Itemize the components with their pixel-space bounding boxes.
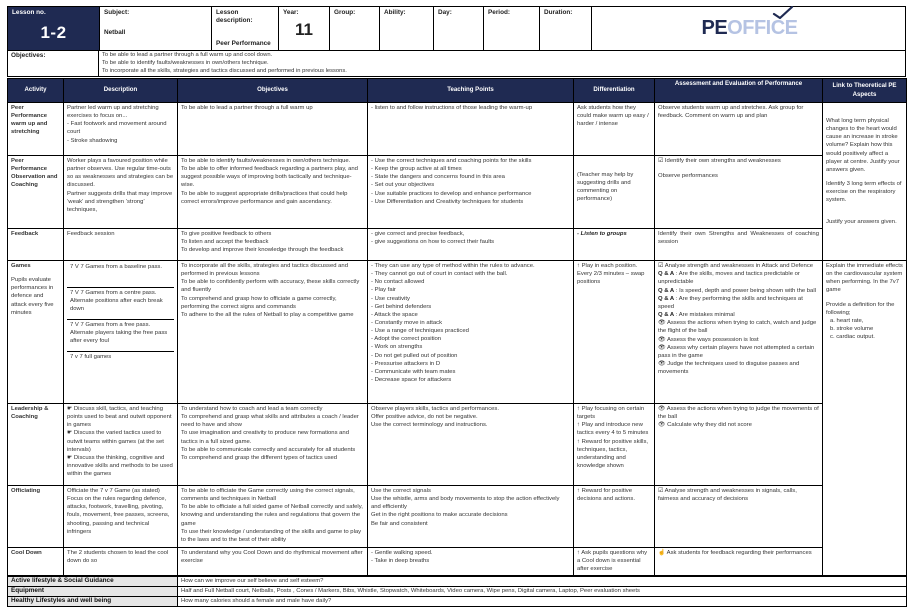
column-header-differentiation: Differentiation — [574, 79, 655, 103]
objectives-cell — [178, 548, 368, 576]
assessment-item: Observe students warm up and stretches. Ask group for feedback. Comment on warm up and plan — [658, 105, 804, 120]
teaching-point: Get in the right positions to make accurate decisions — [371, 512, 508, 519]
description-line: Partner led warm up and stretching exercises to focus on... — [67, 105, 159, 120]
objective-line: To comprehend and grasp what skills and attributes a coach / leader need to have and show — [181, 414, 359, 429]
year-value: 11 — [295, 20, 313, 40]
description-cell — [64, 548, 178, 576]
theory-question: Provide a definition for the following; — [826, 301, 895, 316]
description-block: 7 V 7 Games from a centre pass. Alternate positions after each break down — [67, 288, 174, 320]
definition-item: a. heart rate, — [830, 317, 864, 324]
duration-cell — [539, 7, 591, 50]
differentiation-cell — [574, 156, 655, 229]
teaching-point: - Pressurise attackers in D — [371, 360, 441, 367]
assessment-item — [658, 336, 819, 344]
teaching-point: - Use a range of techniques practiced — [371, 328, 469, 335]
description-line: The 2 students chosen to lead the cool down do so — [67, 550, 169, 565]
objectives-row — [7, 50, 906, 77]
assessment-text: Assess why certain players have not attempted a certain pass in the game — [658, 344, 815, 360]
ability-label: Ability: — [384, 9, 406, 16]
description-line: ☛ Discuss skill, tactics, and teaching points used to beat and outwit opponent in games — [67, 406, 172, 429]
description-cell — [64, 103, 178, 156]
lesson-description-label: Lesson description: — [216, 9, 253, 25]
table-row — [8, 261, 907, 404]
teaching-point: - Use creativity — [371, 295, 410, 302]
teaching-point: - Set out your objectives — [371, 182, 435, 189]
qa-prefix: Q & A — [658, 271, 675, 278]
assessment-text: : Are mistakes minimal — [674, 311, 735, 318]
subject-cell — [99, 7, 211, 50]
footer-value: How can we improve our self believe and self esteem? — [178, 577, 907, 587]
teaching-points-cell — [368, 156, 574, 229]
assessment-text: : Is speed, depth and power being shown with the ball — [674, 287, 816, 294]
differentiation-cell — [574, 103, 655, 156]
differentiation-line: ↑ Reward for positive decisions and actions. — [577, 488, 635, 503]
objective-line: To develop and improve their knowledge through the feedback — [181, 247, 344, 254]
period-cell — [483, 7, 539, 50]
objective-line: To be able to confidently perform with accuracy, these skills correctly and fluently — [181, 279, 360, 294]
differentiation-cell — [574, 486, 655, 548]
lesson-number-label: Lesson no. — [12, 9, 46, 16]
peoffice-logo — [591, 7, 907, 50]
assessment-cell — [655, 103, 823, 156]
teaching-point: - Get behind defenders — [371, 303, 432, 310]
logo-pe-text: PE — [701, 17, 728, 40]
table-row — [8, 404, 907, 486]
description-line: Officiate the 7 v 7 Game (as stated) Focus on the rules regarding defence, attacks, footwork, travelling, pivoting, fouls, movement, free passes, screens, shooting, passing and technical infringers — [67, 488, 170, 535]
column-header-activity: Activity — [8, 79, 64, 103]
day-cell — [433, 7, 483, 50]
activity-cell — [8, 156, 64, 229]
activity-title: Peer Performance warm up and stretching — [11, 105, 48, 136]
theory-question: Explain the immediate effects on the cardiovascular system when performing. In the 7v7 game — [826, 263, 903, 294]
assessment-item — [658, 311, 819, 319]
assessment-text: Analyse strength and weaknesses in Attack and Defence — [664, 263, 814, 269]
logo-office-text: OFFICE — [727, 17, 798, 40]
theory-question: Identify 3 long term effects of exercise on the respiratory system. — [826, 180, 902, 204]
teaching-point: - Use the correct techniques and coaching points for the skills — [371, 158, 532, 164]
objective-item: To be able to lead a partner through a full warm up and cool down. — [102, 52, 273, 58]
theory-question: What long term physical changes to the heart would cause an increase in stroke volume? Explain how this would positively affect a player at centre. Justify your answers given. — [826, 118, 900, 173]
teaching-points-cell — [368, 404, 574, 486]
checkbox-icon: ☑ — [658, 263, 664, 269]
teaching-point: - Decrease space for attackers — [371, 376, 452, 383]
objectives-cell — [178, 261, 368, 404]
teaching-point: - Play fair — [371, 287, 396, 294]
objective-line: To give positive feedback to others — [181, 231, 272, 237]
activity-title: Feedback — [11, 231, 39, 237]
eye-icon: 👁 — [658, 344, 666, 351]
assessment-item — [658, 270, 819, 286]
objectives-list — [99, 51, 907, 76]
activity-cell — [8, 103, 64, 156]
table-row — [8, 103, 907, 156]
teaching-point: - Communicate with team mates — [371, 368, 456, 375]
eye-icon: 👁 — [658, 336, 666, 343]
assessment-text: Judge the techniques used to disguise passes and movements — [658, 361, 800, 376]
objective-line: To listen and accept the feedback — [181, 239, 269, 246]
description-cell — [64, 486, 178, 548]
teaching-points-cell — [368, 548, 574, 576]
activity-note: Pupils evaluate performances in defence and attack every five minutes — [11, 277, 54, 316]
assessment-item: ☑ Analyse strength and weaknesses in signals, calls, fairness and accuracy of decisions — [658, 488, 797, 503]
teaching-point: Use the whistle, arms and body movements to stop the action effectively and efficiently — [371, 496, 560, 511]
objective-line: To adhere to the all the rules of Netball to play a competitive game — [181, 311, 354, 318]
footer-row — [8, 587, 907, 597]
differentiation-line: (Teacher may help by suggesting drills and commenting on performance) — [577, 172, 634, 203]
objective-line: To comprehend and grasp the different types of tactics used — [181, 454, 338, 461]
table-row — [8, 156, 907, 229]
assessment-item: Observe performances — [658, 173, 718, 180]
assessment-item: ☑ Identify their own strengths and weaknesses — [658, 158, 781, 164]
assessment-cell — [655, 261, 823, 404]
teaching-point: - Work on strengths — [371, 344, 423, 351]
subject-label: Subject: — [104, 9, 130, 16]
objective-line: To incorporate all the skills, strategies and tactics discussed and performed in previous lessons — [181, 263, 348, 278]
qa-prefix: Q & A — [658, 287, 675, 294]
differentiation-line: ↑ Reward for positive skills, techniques, tactics, understanding and knowledge shown — [577, 438, 649, 469]
lesson-plan — [7, 6, 906, 607]
table-row — [8, 548, 907, 576]
objective-line: To be able to suggest appropriate drills/practices that could help correct errors/improve performance and gain ascendancy. — [181, 190, 348, 205]
description-cell — [64, 404, 178, 486]
differentiation-line: ↑ Ask pupils questions why a Cool down is essential after exercise — [577, 550, 648, 573]
assessment-cell — [655, 486, 823, 548]
column-header-objectives: Objectives — [178, 79, 368, 103]
activity-title: Games — [11, 263, 31, 269]
objective-line: To be able to offer informed feedback regarding a partners play, and suggest possible ways of improving both tactically and technique-wise. — [181, 166, 358, 189]
assessment-item — [658, 287, 819, 295]
teaching-point: - Constantly move in attack — [371, 319, 443, 326]
assessment-item — [658, 344, 819, 360]
objective-item: To be able to identify faults/weaknesses in own/others technique. — [102, 59, 269, 66]
teaching-point: - They cannot go out of court in contact with the ball. — [371, 271, 508, 278]
table-row — [8, 486, 907, 548]
description-line: - Stroke shadowing — [67, 137, 118, 144]
assessment-text: Assess the actions when trying to catch, watch and judge the flight of the ball — [658, 320, 817, 335]
teaching-point: - give correct and precise feedback, — [371, 231, 465, 237]
column-header-theory-link: Link to Theoretical PE Aspects — [823, 79, 907, 103]
objective-line: To comprehend and grasp how to officiate a game correctly, performing the correct signs and commands — [181, 295, 337, 310]
teaching-point: - Do not get pulled out of position — [371, 352, 458, 359]
assessment-item: ☝ Ask students for feedback regarding their performances — [658, 550, 812, 556]
objective-line: To understand how to coach and lead a team correctly — [181, 406, 323, 412]
differentiation-line: ↑ Play and introduce new tactics every 4 to 5 minutes — [577, 422, 649, 437]
assessment-item — [658, 262, 819, 270]
footer-value: How many calories should a female and male have daily? — [178, 597, 907, 607]
description-cell — [64, 261, 178, 404]
teaching-point: - Keep the group active at all times — [371, 166, 462, 173]
differentiation-line: ↑ Play focusing on certain targets — [577, 406, 645, 421]
teaching-point: Use the correct terminology and instructions. — [371, 422, 488, 429]
assessment-cell — [655, 229, 823, 261]
activity-cell — [8, 261, 64, 404]
teaching-point: - State the dangers and concerns found in this area — [371, 174, 505, 181]
differentiation-cell — [574, 261, 655, 404]
description-line: ☛ Discuss the varied tactics used to outwit teams within games (at the set intervals) — [67, 430, 164, 453]
footer-value: Half and Full Netball court, Netballs, Posts , Cones / Markers, Bibs, Whistle, Stopwatch, Whiteboards, Video camera, Wipe pens, Digital camera, Laptop, Peer evaluation sheets — [178, 587, 907, 597]
description-block: 7 V 7 Games from a baseline pass. — [67, 262, 174, 288]
teaching-point: - Take in deep breaths — [371, 558, 430, 565]
period-label: Period: — [488, 9, 511, 16]
description-cell — [64, 156, 178, 229]
assessment-item — [658, 295, 819, 311]
activity-title: Leadership & Coaching — [11, 406, 49, 421]
footer-label: Equipment — [8, 587, 178, 597]
teaching-point: - Use suitable practices to develop and enhance performance — [371, 190, 532, 197]
eye-icon: 👁 — [658, 361, 666, 368]
teaching-point: Use the correct signals — [371, 488, 431, 494]
teaching-point: Offer positive advice, do not be negative. — [371, 414, 478, 421]
assessment-item: Identify their own Strengths and Weaknesses of coaching session — [658, 231, 819, 246]
footer-row — [8, 597, 907, 607]
teaching-points-cell — [368, 486, 574, 548]
column-header-assessment: Assessment and Evaluation of Performance — [655, 79, 823, 103]
assessment-item: 👁 Assess the actions when trying to judge the movements of the ball — [658, 406, 819, 421]
teaching-point: - Attack the space — [371, 311, 418, 318]
eye-icon: 👁 — [658, 320, 666, 327]
column-header-description: Description — [64, 79, 178, 103]
teaching-point: Observe players skills, tactics and performances. — [371, 406, 500, 412]
checkmark-icon — [772, 6, 794, 20]
teaching-point: - No contact allowed — [371, 279, 425, 286]
description-line: Worker plays a favoured position while partner observes. Use regular time-outs so as weaknesses and strategies can be discussed. — [67, 158, 174, 189]
footer-row — [8, 577, 907, 587]
lesson-header — [7, 6, 906, 50]
theory-question: Justify your answers given. — [826, 219, 897, 226]
assessment-cell — [655, 404, 823, 486]
teaching-point: - Use Differentiation and Creativity techniques for students — [371, 198, 524, 205]
objectives-cell — [178, 404, 368, 486]
objectives-cell — [178, 229, 368, 261]
differentiation-line: ↑ Play in each position. Every 2/3 minutes – swap positions — [577, 263, 645, 286]
column-header-teaching-points: Teaching Points — [368, 79, 574, 103]
qa-prefix: Q & A — [658, 295, 675, 302]
table-row — [8, 229, 907, 261]
objective-line: To understand why you Cool Down and do rhythmical movement after exercise — [181, 550, 363, 565]
assessment-cell — [655, 156, 823, 229]
differentiation-line: Ask students how they could make warm up easy / harder / intense — [577, 105, 649, 128]
description-line: - Fast footwork and movement around court — [67, 121, 167, 136]
day-label: Day: — [438, 9, 452, 16]
assessment-item — [658, 360, 819, 376]
duration-label: Duration: — [544, 9, 573, 16]
teaching-point: - Gentle walking speed. — [371, 550, 433, 556]
assessment-text: Assess the ways possession is lost — [666, 336, 759, 343]
assessment-text: : Are they performing the skills and techniques at speed — [658, 295, 803, 310]
assessment-item — [658, 319, 819, 335]
objective-line: To use imagination and creativity to produce new formations and tactics in a full sized game. — [181, 430, 349, 445]
activity-title: Peer Performance Observation and Coaching — [11, 158, 58, 189]
objectives-cell — [178, 103, 368, 156]
lesson-number-cell — [8, 7, 99, 50]
activity-title: Cool Down — [11, 550, 42, 556]
lesson-footer-table — [7, 576, 907, 607]
differentiation-cell — [574, 548, 655, 576]
teaching-point: - Adopt the correct position — [371, 336, 442, 343]
theory-link-cell — [823, 103, 907, 261]
description-block: 7 v 7 full games — [70, 354, 112, 360]
description-line: Feedback session — [67, 231, 115, 237]
activity-cell — [8, 548, 64, 576]
lesson-number: 1-2 — [40, 23, 67, 43]
objective-line: To be able to identify faults/weaknesses in own/others technique. — [181, 158, 351, 164]
group-cell — [329, 7, 379, 50]
group-label: Group: — [334, 9, 356, 16]
objectives-cell — [178, 156, 368, 229]
description-cell — [64, 229, 178, 261]
objective-line: To use their knowledge / understanding of the skills and game to play to the laws and to the best of their ability — [181, 528, 362, 543]
activity-cell — [8, 486, 64, 548]
differentiation-cell — [574, 229, 655, 261]
description-line: Partner suggests drills that may improve ‘weak’ and strengthen ‘strong’ techniques, — [67, 190, 173, 213]
year-cell — [278, 7, 329, 50]
teaching-point: - listen to and follow instructions of those leading the warm-up — [371, 105, 533, 111]
table-header-row — [8, 79, 907, 103]
teaching-point: - They can use any type of method within the rules to advance. — [371, 263, 535, 269]
lesson-description-value: Peer Performance — [216, 39, 271, 47]
ability-cell — [379, 7, 433, 50]
objectives-label: Objectives: — [8, 51, 99, 76]
year-label: Year: — [283, 9, 299, 16]
objective-line: To be able to lead a partner through a full warm up — [181, 105, 313, 111]
lesson-description-cell — [211, 7, 278, 50]
objective-item: To incorporate all the skills, strategies and tactics discussed and performed in previous lessons. — [102, 67, 347, 74]
differentiation-line: - Listen to groups — [577, 231, 627, 237]
objective-line: To be able to officiate a full sided game of Netball correctly and safely, knowing and understanding the rules and regulations that govern the game — [181, 504, 363, 527]
qa-prefix: Q & A — [658, 311, 675, 318]
teaching-points-cell — [368, 229, 574, 261]
activity-title: Officiating — [11, 488, 41, 494]
assessment-text: : Are the skills, moves and tactics predictable or unpredictable — [658, 271, 800, 286]
description-block: 7 V 7 Games from a free pass. Alternate players taking the free pass after every foul — [67, 320, 174, 352]
objective-line: To be able to officiate the Game correctly using the correct signals, comments and techniques in Netball — [181, 488, 355, 503]
activity-cell — [8, 229, 64, 261]
lesson-activities-table — [7, 78, 907, 576]
theory-link-cell — [823, 261, 907, 576]
subject-value: Netball — [104, 29, 126, 36]
teaching-points-cell — [368, 261, 574, 404]
definition-item: c. cardiac output. — [830, 334, 875, 341]
footer-label: Active lifestyle & Social Guidance — [8, 577, 178, 587]
teaching-points-cell — [368, 103, 574, 156]
assessment-item: 👁 Calculate why they did not score — [658, 422, 752, 429]
teaching-point: - give suggestions on how to correct their faults — [371, 239, 495, 246]
activity-cell — [8, 404, 64, 486]
definition-item: b. stroke volume — [830, 325, 874, 332]
objective-line: To be able to communicate correctly and accurately for all students — [181, 446, 356, 453]
objectives-cell — [178, 486, 368, 548]
assessment-cell — [655, 548, 823, 576]
teaching-point: Be fair and consistent — [371, 520, 428, 527]
differentiation-cell — [574, 404, 655, 486]
description-line: ☛ Discuss the thinking, cognitive and innovative skills and methods to be used within the games — [67, 454, 173, 478]
footer-label: Healthy Lifestyles and well being — [8, 597, 178, 607]
